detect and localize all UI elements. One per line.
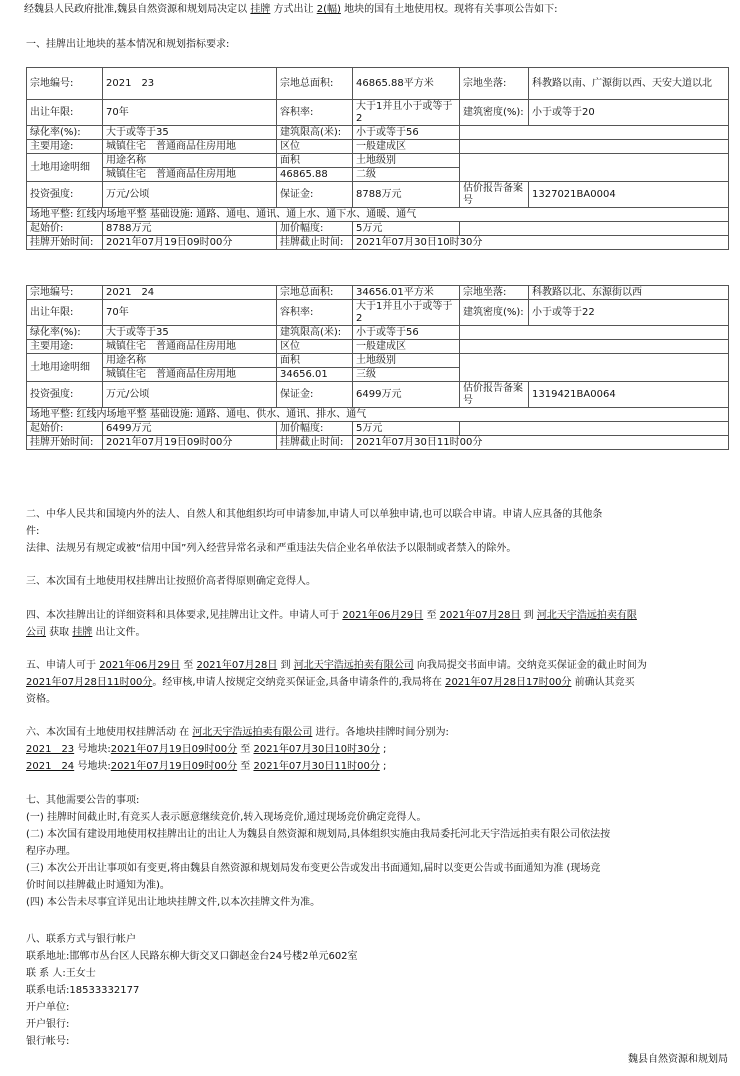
intro-line: 经魏县人民政府批准,魏县自然资源和规划局决定以 挂牌 方式出让 2(幅) 地块的国有土地使用权。现将有关事项公告如下: bbox=[24, 4, 558, 15]
parcel-table-1: 宗地编号: 2021 23 宗地总面积: 46865.88平方米 宗地坐落: 科教路以南、广源街以西、天安大道以北 出让年限: 70年 容积率: 大于1并且小于或等于2 建筑密度(%): 小于或等于20 绿化率(%): 大于或等于35 建筑限高(米): 小于或等于56 主要用途: 城镇住宅 普通商品住房用地 区位 一般建成区 土地用途明细 用途名称 面积 土地级别 城镇住宅 普通商品住房用地 46865.88 二级 投资强度: 万元/公顷 保证金: 8788万元 估价报告备案号 1327021BA0004 场地平整: 红线内场地平整 基础设施: 通路、通电、通讯、通上水、通下水、通暖、通气 起始价: 8788万元 加价幅度: 5万元 挂牌开始时间: 2021年07月19日09时00分 挂牌截止时间: 2021年07月30日10时30分 bbox=[26, 67, 729, 250]
contact-address: 联系地址:邯郸市丛台区人民路东柳大街交叉口御赵金台24号楼2单元602室 bbox=[26, 951, 358, 962]
total-area: 34656.01平方米 bbox=[353, 286, 460, 300]
issuer-signature: 魏县自然资源和规划局 bbox=[628, 1054, 728, 1065]
section-7-item-4: (四) 本公告未尽事宜详见出让地块挂牌文件,以本次挂牌文件为准。 bbox=[26, 897, 321, 908]
contact-person: 联 系 人:王女士 bbox=[26, 968, 96, 979]
section-7-item-1: (一) 挂牌时间截止时,有竞买人表示愿意继续竞价,转入现场竞价,通过现场竞价确定竞得人。 bbox=[26, 812, 427, 823]
parcel-count: 2(幅) bbox=[316, 4, 341, 15]
section-2-line-1: 二、中华人民共和国境内外的法人、自然人和其他组织均可申请参加,申请人可以单独申请,也可以联合申请。申请人应具备的其他条 bbox=[26, 509, 603, 520]
section-8-title: 八、联系方式与银行帐户 bbox=[26, 934, 136, 945]
section-2-line-2: 件: bbox=[26, 526, 40, 537]
starting-price: 8788万元 bbox=[103, 222, 277, 236]
contact-phone: 联系电话:18533332177 bbox=[26, 985, 140, 996]
section-7-item-2b: 程序办理。 bbox=[26, 846, 76, 857]
deposit: 8788万元 bbox=[353, 182, 460, 208]
starting-price: 6499万元 bbox=[103, 422, 277, 436]
parcel-number: 2021 24 bbox=[103, 286, 277, 300]
listing-method: 挂牌 bbox=[250, 4, 271, 15]
parcel-table-2: 宗地编号: 2021 24 宗地总面积: 34656.01平方米 宗地坐落: 科教路以北、东源街以西 出让年限: 70年 容积率: 大于1并且小于或等于2 建筑密度(%): 小于或等于22 绿化率(%): 大于或等于35 建筑限高(米): 小于或等于56 主要用途: 城镇住宅 普通商品住房用地 区位 一般建成区 土地用途明细 用途名称 面积 土地级别 城镇住宅 普通商品住房用地 34656.01 三级 投资强度: 万元/公顷 保证金: 6499万元 估价报告备案号 1319421BA0064 场地平整: 红线内场地平整 基础设施: 通路、通电、供水、通讯、排水、通气 起始价: 6499万元 加价幅度: 5万元 挂牌开始时间: 2021年07月19日09时00分 挂牌截止时间: 2021年07月30日11时00分 bbox=[26, 285, 729, 450]
account-unit: 开户单位: bbox=[26, 1002, 70, 1013]
section-7-item-2a: (二) 本次国有建设用地使用权挂牌出让的出让人为魏县自然资源和规划局,具体组织实施由我局委托河北天宇浩远拍卖有限公司依法按 bbox=[26, 829, 611, 840]
section-2-line-3: 法律、法规另有规定或被“信用中国”列入经营异常名录和严重违法失信企业名单依法予以限制或者禁入的除外。 bbox=[26, 543, 517, 554]
parcel-location: 科教路以北、东源街以西 bbox=[529, 286, 729, 300]
section-5-line-3: 资格。 bbox=[26, 694, 56, 705]
section-7-item-3a: (三) 本次公开出让事项如有变更,将由魏县自然资源和规划局发布变更公告或发出书面通知,届时以变更公告或书面通知为准 (现场竞 bbox=[26, 863, 601, 874]
total-area: 46865.88平方米 bbox=[353, 68, 460, 100]
section-5-line-2: 2021年07月28日11时00分。经审核,申请人按规定交纳竞买保证金,具备申请条件的,我局将在 2021年07月28日17时00分 前确认其竞买 bbox=[26, 677, 635, 688]
section-6-line-3: 2021 24 号地块:2021年07月19日09时00分 至 2021年07月30日11时00分 ; bbox=[26, 761, 387, 772]
account-bank: 开户银行: bbox=[26, 1019, 70, 1030]
section-4-line-2: 公司 获取 挂牌 出让文件。 bbox=[26, 627, 146, 638]
parcel-location: 科教路以南、广源街以西、天安大道以北 bbox=[529, 68, 729, 100]
section-3: 三、本次国有土地使用权挂牌出让按照价高者得原则确定竞得人。 bbox=[26, 576, 316, 587]
section-6-line-2: 2021 23 号地块:2021年07月19日09时00分 至 2021年07月30日10时30分 ; bbox=[26, 744, 387, 755]
section-6-line-1: 六、本次国有土地使用权挂牌活动 在 河北天宇浩远拍卖有限公司 进行。各地块挂牌时间分别为: bbox=[26, 727, 449, 738]
section-5-line-1: 五、申请人可于 2021年06月29日 至 2021年07月28日 到 河北天宇浩远拍卖有限公司 向我局提交书面申请。交纳竞买保证金的截止时间为 bbox=[26, 660, 647, 671]
account-number: 银行帐号: bbox=[26, 1036, 70, 1047]
section-4-line-1: 四、本次挂牌出让的详细资料和具体要求,见挂牌出让文件。申请人可于 2021年06月29日 至 2021年07月28日 到 河北天宇浩远拍卖有限 bbox=[26, 610, 637, 621]
deposit: 6499万元 bbox=[353, 382, 460, 408]
section-7-item-3b: 价时间以挂牌截止时通知为准)。 bbox=[26, 880, 170, 891]
section-7-title: 七、其他需要公告的事项: bbox=[26, 795, 140, 806]
parcel-number: 2021 23 bbox=[103, 68, 277, 100]
section-1-title: 一、挂牌出让地块的基本情况和规划指标要求: bbox=[26, 39, 230, 50]
